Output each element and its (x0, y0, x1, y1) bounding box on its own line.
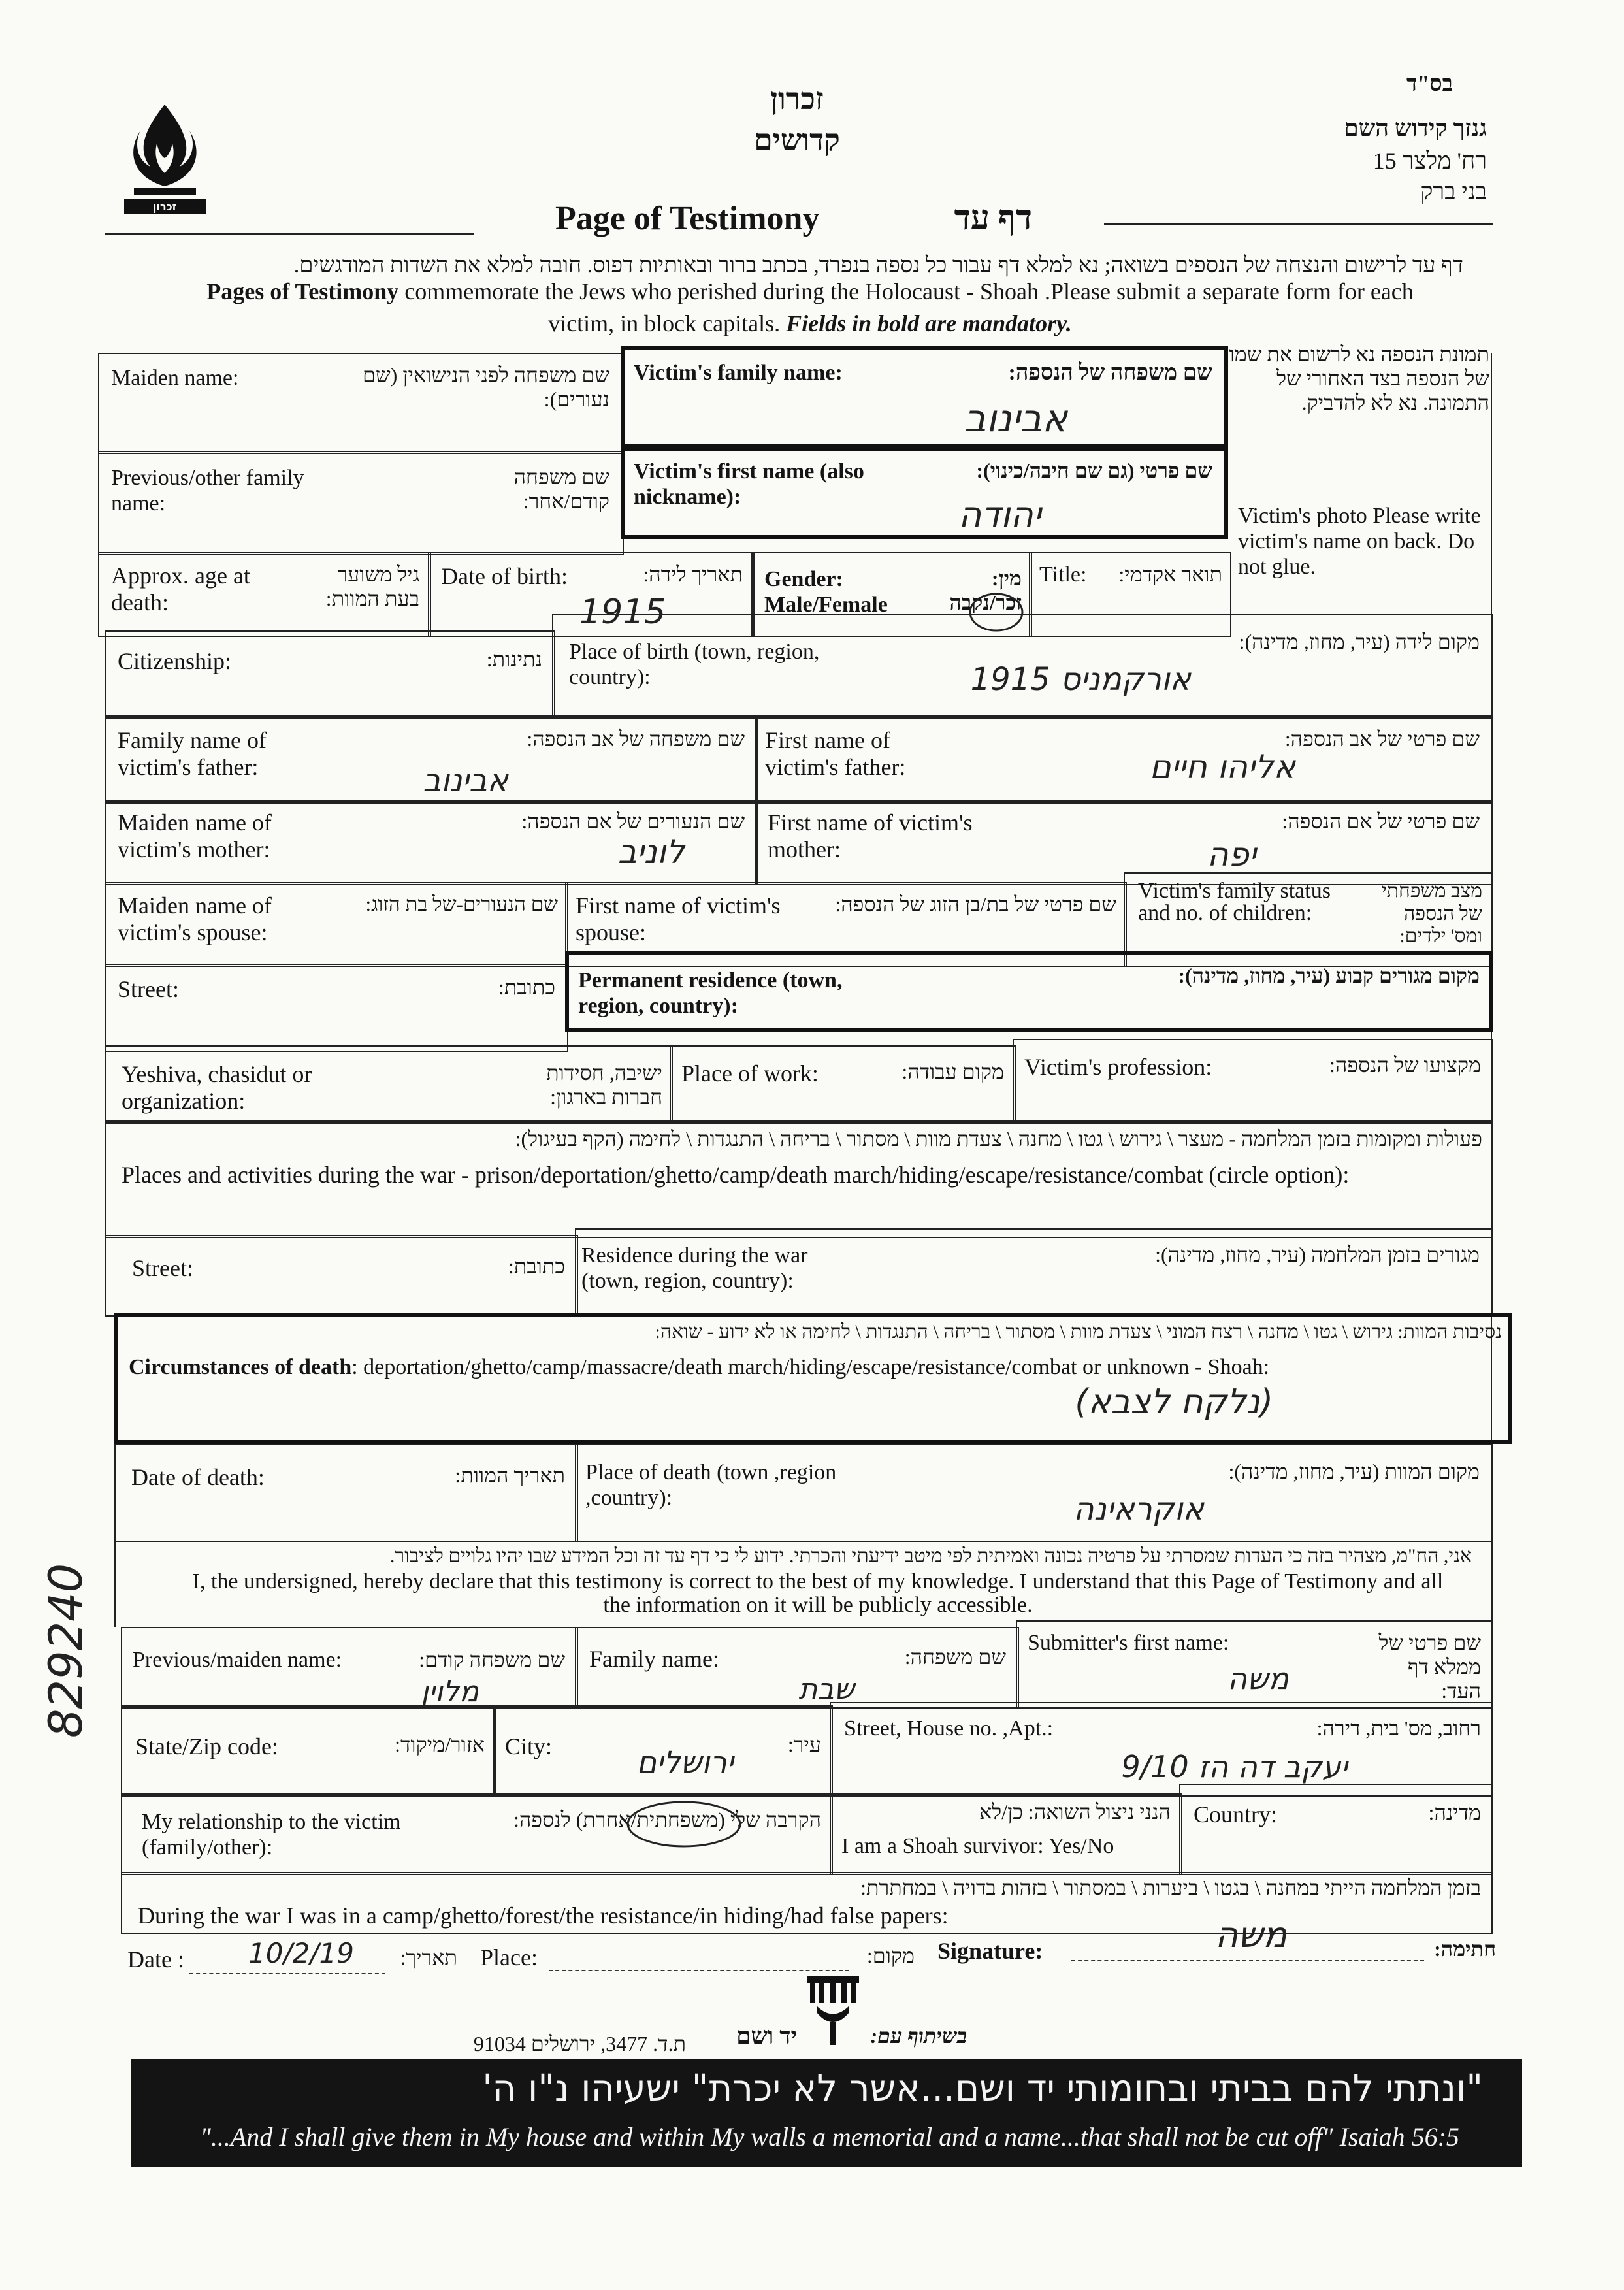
label-he: נסיבות המוות: גירוש \ גטו \ מחנה \ רצח המוני \ צעדת מוות \ מסתור \ בריחה \ התנגדות \ לחימה או לא ידוע - שואה: (655, 1321, 1502, 1343)
label-en: Family name: (589, 1646, 719, 1672)
photo-box[interactable] (1222, 333, 1496, 611)
label-he: שם משפחה של אב הנספה: (527, 727, 745, 751)
submitter-family-name-field[interactable] (575, 1627, 1019, 1709)
page-title-he: דף עד (954, 200, 1032, 237)
label-en: Street: (132, 1255, 193, 1281)
quote-banner (131, 2059, 1522, 2167)
wartime-activities-field[interactable] (105, 1120, 1493, 1238)
signature-value: משה (1215, 1914, 1288, 1955)
label-he: מקום עבודה: (901, 1060, 1004, 1083)
label-he: שם משפחה לפני הנישואין (שם נעורים): (363, 363, 609, 411)
intro-bold: Pages of Testimony (206, 278, 399, 304)
label-he: בזמן המלחמה הייתי במחנה \ בגטו \ ביערות \ במסתור \ בזהות בדויה \ במחתרת: (860, 1876, 1481, 1899)
victim-family-name-field[interactable] (621, 346, 1228, 451)
label-en: Street, House no. ,Apt.: (844, 1716, 1054, 1741)
photo-instructions-he: תמונת הנספה נא לרשום את שמו של הנספה בצד האחורי של התמונה. נא לא להדביק. (1229, 342, 1489, 414)
label-en: First name of victim's father: (765, 727, 906, 781)
intro-hebrew: דף עד לרישום והנצחה של הנספים בשואה; נא למלא דף עבור כל נספה בנפרד, בכתב ברור ובאותיות דפוס. חובה למלא את השדות המודגשים. (293, 254, 1463, 278)
label-he: רחוב, מס' בית, דירה: (1316, 1716, 1481, 1740)
place-line[interactable] (549, 1970, 849, 1971)
war-street-field[interactable] (105, 1235, 578, 1317)
mother-maiden-name-field[interactable] (105, 800, 758, 885)
relationship-field[interactable] (121, 1793, 833, 1875)
city-field[interactable] (493, 1705, 833, 1797)
place-of-birth-field[interactable] (552, 614, 1493, 719)
handwritten-value: משה (1227, 1661, 1289, 1696)
street-house-field[interactable] (830, 1702, 1493, 1797)
label-en: Yeshiva, chasidut or organization: (122, 1061, 312, 1115)
victim-first-name-field[interactable] (621, 444, 1228, 539)
label-en: Submitter's first name: (1028, 1631, 1229, 1655)
maiden-name-field[interactable] (98, 353, 624, 454)
age-at-death-field[interactable] (98, 552, 431, 637)
place-label-he: מקום: (866, 1944, 915, 1967)
label-en: During the war I was in a camp/ghetto/forest/the resistance/in hiding/had false papers: (138, 1903, 949, 1929)
declaration-en: I, the undersigned, hereby declare that this testimony is correct to the best of my knowledge. I understand that this Page of Testimony and all the information on it will be publicly accessible. (192, 1569, 1444, 1617)
org-city: בני ברק (1420, 178, 1487, 204)
father-family-name-field[interactable] (105, 715, 758, 804)
label-en: Maiden name: (111, 366, 239, 390)
label-en: Place of birth (town, region, country): (569, 640, 820, 690)
label-en: Victim's first name (also nickname): (634, 459, 864, 510)
label-en: My relationship to the victim (family/other): (142, 1810, 401, 1860)
label-en: First name of victim's mother: (768, 810, 973, 863)
handwritten-value: אליהו חיים (1149, 748, 1295, 786)
org-street: רח' מלצר 15 (1372, 148, 1487, 174)
label-en: Place of work: (681, 1060, 819, 1087)
profession-field[interactable] (1013, 1039, 1493, 1124)
side-reference-number: 829240 (39, 1563, 93, 1738)
circumstances-of-death-field[interactable] (114, 1313, 1512, 1444)
label-he: מקום המוות (עיר, מחוז, מדינה): (1228, 1460, 1480, 1483)
banner-english: "...And I shall give them in My house and within My walls a memorial and a name...that shall not be cut off" Isaiah 56:5 (200, 2122, 1459, 2151)
label-en: Date of death: (131, 1464, 265, 1490)
handwritten-value: ירושלים (636, 1744, 734, 1780)
date-label-he: תאריך: (400, 1946, 457, 1969)
label-he: מדינה: (1428, 1801, 1481, 1824)
label-he: כתובת: (508, 1254, 565, 1278)
label-he: שם פרטי של אם הנספה: (1282, 810, 1480, 833)
page-title: Page of Testimony (555, 200, 820, 237)
label-en: Gender: Male/Female (764, 567, 888, 617)
label-he: מין: זכר/נקבה (949, 566, 1022, 614)
label-en: Victim's profession: (1024, 1054, 1212, 1080)
yad-vashem-name: יד ושם (736, 2023, 797, 2049)
label-en: First name of victim's spouse: (576, 892, 781, 946)
zichron-title: זכרון (770, 82, 824, 116)
label-he: תאריך המוות: (455, 1464, 565, 1487)
label-en (129, 1355, 1269, 1380)
place-of-work-field[interactable] (670, 1045, 1016, 1124)
label-he: שם פרטי (גם שם חיבה/כינוי): (976, 459, 1212, 482)
handwritten-value: לוניב (617, 833, 685, 871)
handwritten-value: אבינוב (423, 762, 508, 799)
label-en: Previous/other family name: (111, 466, 304, 516)
label-en: Street: (118, 976, 179, 1002)
intro-english-1 (118, 278, 1502, 305)
label-he: מקום מגורים קבוע (עיר, מחוז, מדינה): (1178, 964, 1480, 987)
place-label: Place: (480, 1944, 538, 1971)
label-en: Family name of victim's father: (118, 727, 267, 781)
label-he: שם פרטי של בת/בן הזוג של הנספה: (835, 892, 1116, 916)
date-line (189, 1973, 385, 1974)
label-he: תואר אקדמי: (1118, 563, 1222, 586)
label-en: Date of birth: (441, 563, 568, 589)
label-en: City: (505, 1733, 553, 1759)
handwritten-value: 1915 (579, 593, 666, 632)
header-rule-left (105, 233, 474, 235)
label-en: Country: (1194, 1801, 1278, 1827)
label-he: הנני ניצול השואה: כן/לא (979, 1800, 1171, 1824)
flame-logo-icon (118, 105, 212, 216)
label-en: I am a Shoah survivor: Yes/No (841, 1834, 1114, 1858)
handwritten-value: אבינוב (964, 396, 1067, 440)
street-field[interactable] (105, 964, 568, 1052)
label-he: תאריך לידה: (643, 563, 743, 586)
label-he: עיר: (787, 1733, 821, 1756)
header-rule-right (1104, 223, 1493, 225)
label-en-bold: Circumstances of death (129, 1355, 352, 1379)
label-he: שם משפחה קודם/אחר: (513, 465, 609, 513)
declaration (114, 1539, 1493, 1627)
declaration-he: אני, הח"מ, מצהיר בזה כי העדות שמסרתי על פרטיה נכונה ואמיתית לפי מיטב ידיעתי והכרתי. ידוע לי כי דף עד זה וכל המידע שבו יהיו גלויים לציבור. (389, 1545, 1472, 1567)
partnership-label: בשיתוף עם: (870, 2024, 967, 2048)
submitter-previous-name-field[interactable] (121, 1627, 578, 1709)
yad-vashem-address: ת.ד. 3477, ירושלים 91034 (473, 2032, 686, 2055)
handwritten-value: יפה (1207, 836, 1256, 874)
yad-vashem-logo (804, 1973, 862, 2045)
label-he: שם משפחה קודם: (419, 1648, 565, 1671)
handwritten-value: אוקראינה (1073, 1491, 1204, 1528)
label-he: פעולות ומקומות בזמן המלחמה - מעצר \ גירוש \ גטו \ מחנה \ צעדת מוות \ מסתור \ בריחה \ התנגדות \ לחימה (הקף בעיגול): (515, 1127, 1482, 1151)
label-he: שם משפחה של הנספה: (1008, 361, 1212, 385)
label-he: גיל משוער בעת המוות: (325, 563, 419, 610)
handwritten-value: יהודה (958, 494, 1041, 535)
bsd-mark: בס"ד (1406, 72, 1453, 96)
menorah-icon (804, 1973, 862, 2045)
label-he: מקצועו של הנספה: (1329, 1053, 1481, 1077)
date-value[interactable]: 10/2/19 (248, 1937, 354, 1969)
handwritten-value: (נלקח לצבא) (1075, 1382, 1273, 1422)
signature-line[interactable] (1071, 1960, 1424, 1961)
label-he: שם פרטי של אב הנספה: (1284, 727, 1480, 751)
label-he: כתובת: (498, 975, 555, 999)
spouse-maiden-name-field[interactable] (105, 882, 568, 967)
label-en: Approx. age at death: (111, 563, 250, 616)
yeshiva-field[interactable] (105, 1045, 673, 1124)
label-he: ישיבה, חסידות חברות בארגון: (546, 1061, 662, 1109)
label-he: שם הנעורים של אם הנספה: (521, 810, 745, 833)
handwritten-value: שבת (798, 1673, 854, 1706)
relationship-circle-icon (625, 1798, 743, 1850)
label-en: Citizenship: (118, 648, 231, 674)
label-en: Victim's family status and no. of children: (1138, 879, 1331, 925)
handwritten-value: יעקב דה הז 9/10 (1121, 1749, 1348, 1784)
kedoshim-title: קדושים (754, 123, 840, 157)
signature-label: Signature: (937, 1938, 1043, 1964)
war-residence-field[interactable] (575, 1228, 1493, 1317)
label-en: State/Zip code: (135, 1733, 278, 1759)
signature-label-he: חתימה: (1434, 1937, 1496, 1961)
handwritten-value: מלוין (421, 1675, 479, 1709)
label-he: נתינות: (486, 647, 542, 671)
label-he: מצב משפחתי של הנספה ומס' ילדים: (1381, 880, 1482, 947)
date-of-death-field[interactable] (114, 1444, 578, 1542)
intro-line2a: victim, in block capitals. (548, 310, 781, 336)
label-en: Residence during the war (town, region, country): (581, 1243, 808, 1294)
label-he: שם פרטי של ממלא דף העד: (1378, 1631, 1481, 1703)
citizenship-field[interactable] (105, 630, 555, 719)
svg-text:זכרון: זכרון (152, 201, 177, 213)
label-en: Victim's family name: (634, 361, 843, 385)
intro-line1: commemorate the Jews who perished during the Holocaust - Shoah .Please submit a separate form for each (404, 278, 1414, 304)
label-en: Maiden name of victim's mother: (118, 810, 272, 863)
label-en: Previous/maiden name: (133, 1648, 342, 1672)
kedoshim-logo (118, 105, 212, 216)
label-en: Place of death (town ,region ,country): (585, 1460, 837, 1511)
label-he: שם משפחה: (904, 1645, 1006, 1669)
label-en: Maiden name of victim's spouse: (118, 892, 272, 946)
banner-hebrew: "ונתתי להם בביתי ובחומותי יד ושם...אשר לא יכרת" ישעיהו נ"ו ה' (482, 2067, 1483, 2110)
label-en: Title: (1039, 563, 1087, 587)
place-of-death-field[interactable] (575, 1444, 1493, 1542)
intro-line2b: Fields in bold are mandatory. (786, 310, 1072, 336)
date-label: Date : (127, 1946, 184, 1972)
label-en: Permanent residence (town, region, country): (578, 968, 843, 1019)
label-he: אזור/מיקוד: (395, 1733, 485, 1756)
photo-instructions-en: Victim's photo Please write victim's name on back. Do not glue. (1238, 504, 1481, 580)
handwritten-value: אורקמניס 1915 (970, 661, 1191, 698)
label-he: הקרבה שלי (משפחתית/אחרת) לנספה: (513, 1808, 821, 1831)
label-he: מגורים בזמן המלחמה (עיר, מחוז, מדינה): (1155, 1243, 1480, 1266)
submitter-first-name-field[interactable] (1016, 1620, 1493, 1709)
zip-code-field[interactable] (121, 1705, 496, 1797)
father-first-name-field[interactable] (755, 715, 1493, 804)
label-he: שם הנעורים-של בת הזוג: (365, 892, 558, 915)
permanent-residence-field[interactable] (565, 951, 1493, 1032)
previous-family-name-field[interactable] (98, 451, 624, 555)
label-en-rest: : deportation/ghetto/camp/massacre/death march/hiding/escape/resistance/combat or unknown - Shoah: (351, 1355, 1270, 1379)
survivor-field[interactable] (830, 1793, 1182, 1875)
org-name: גנזך קידוש השם (1344, 115, 1487, 141)
country-field[interactable] (1179, 1784, 1493, 1875)
label-en: Places and activities during the war - prison/deportation/ghetto/camp/death march/hiding/escape/resistance/combat (circle option): (122, 1162, 1350, 1188)
label-he: מקום לידה (עיר, מחוז, מדינה): (1239, 630, 1480, 653)
